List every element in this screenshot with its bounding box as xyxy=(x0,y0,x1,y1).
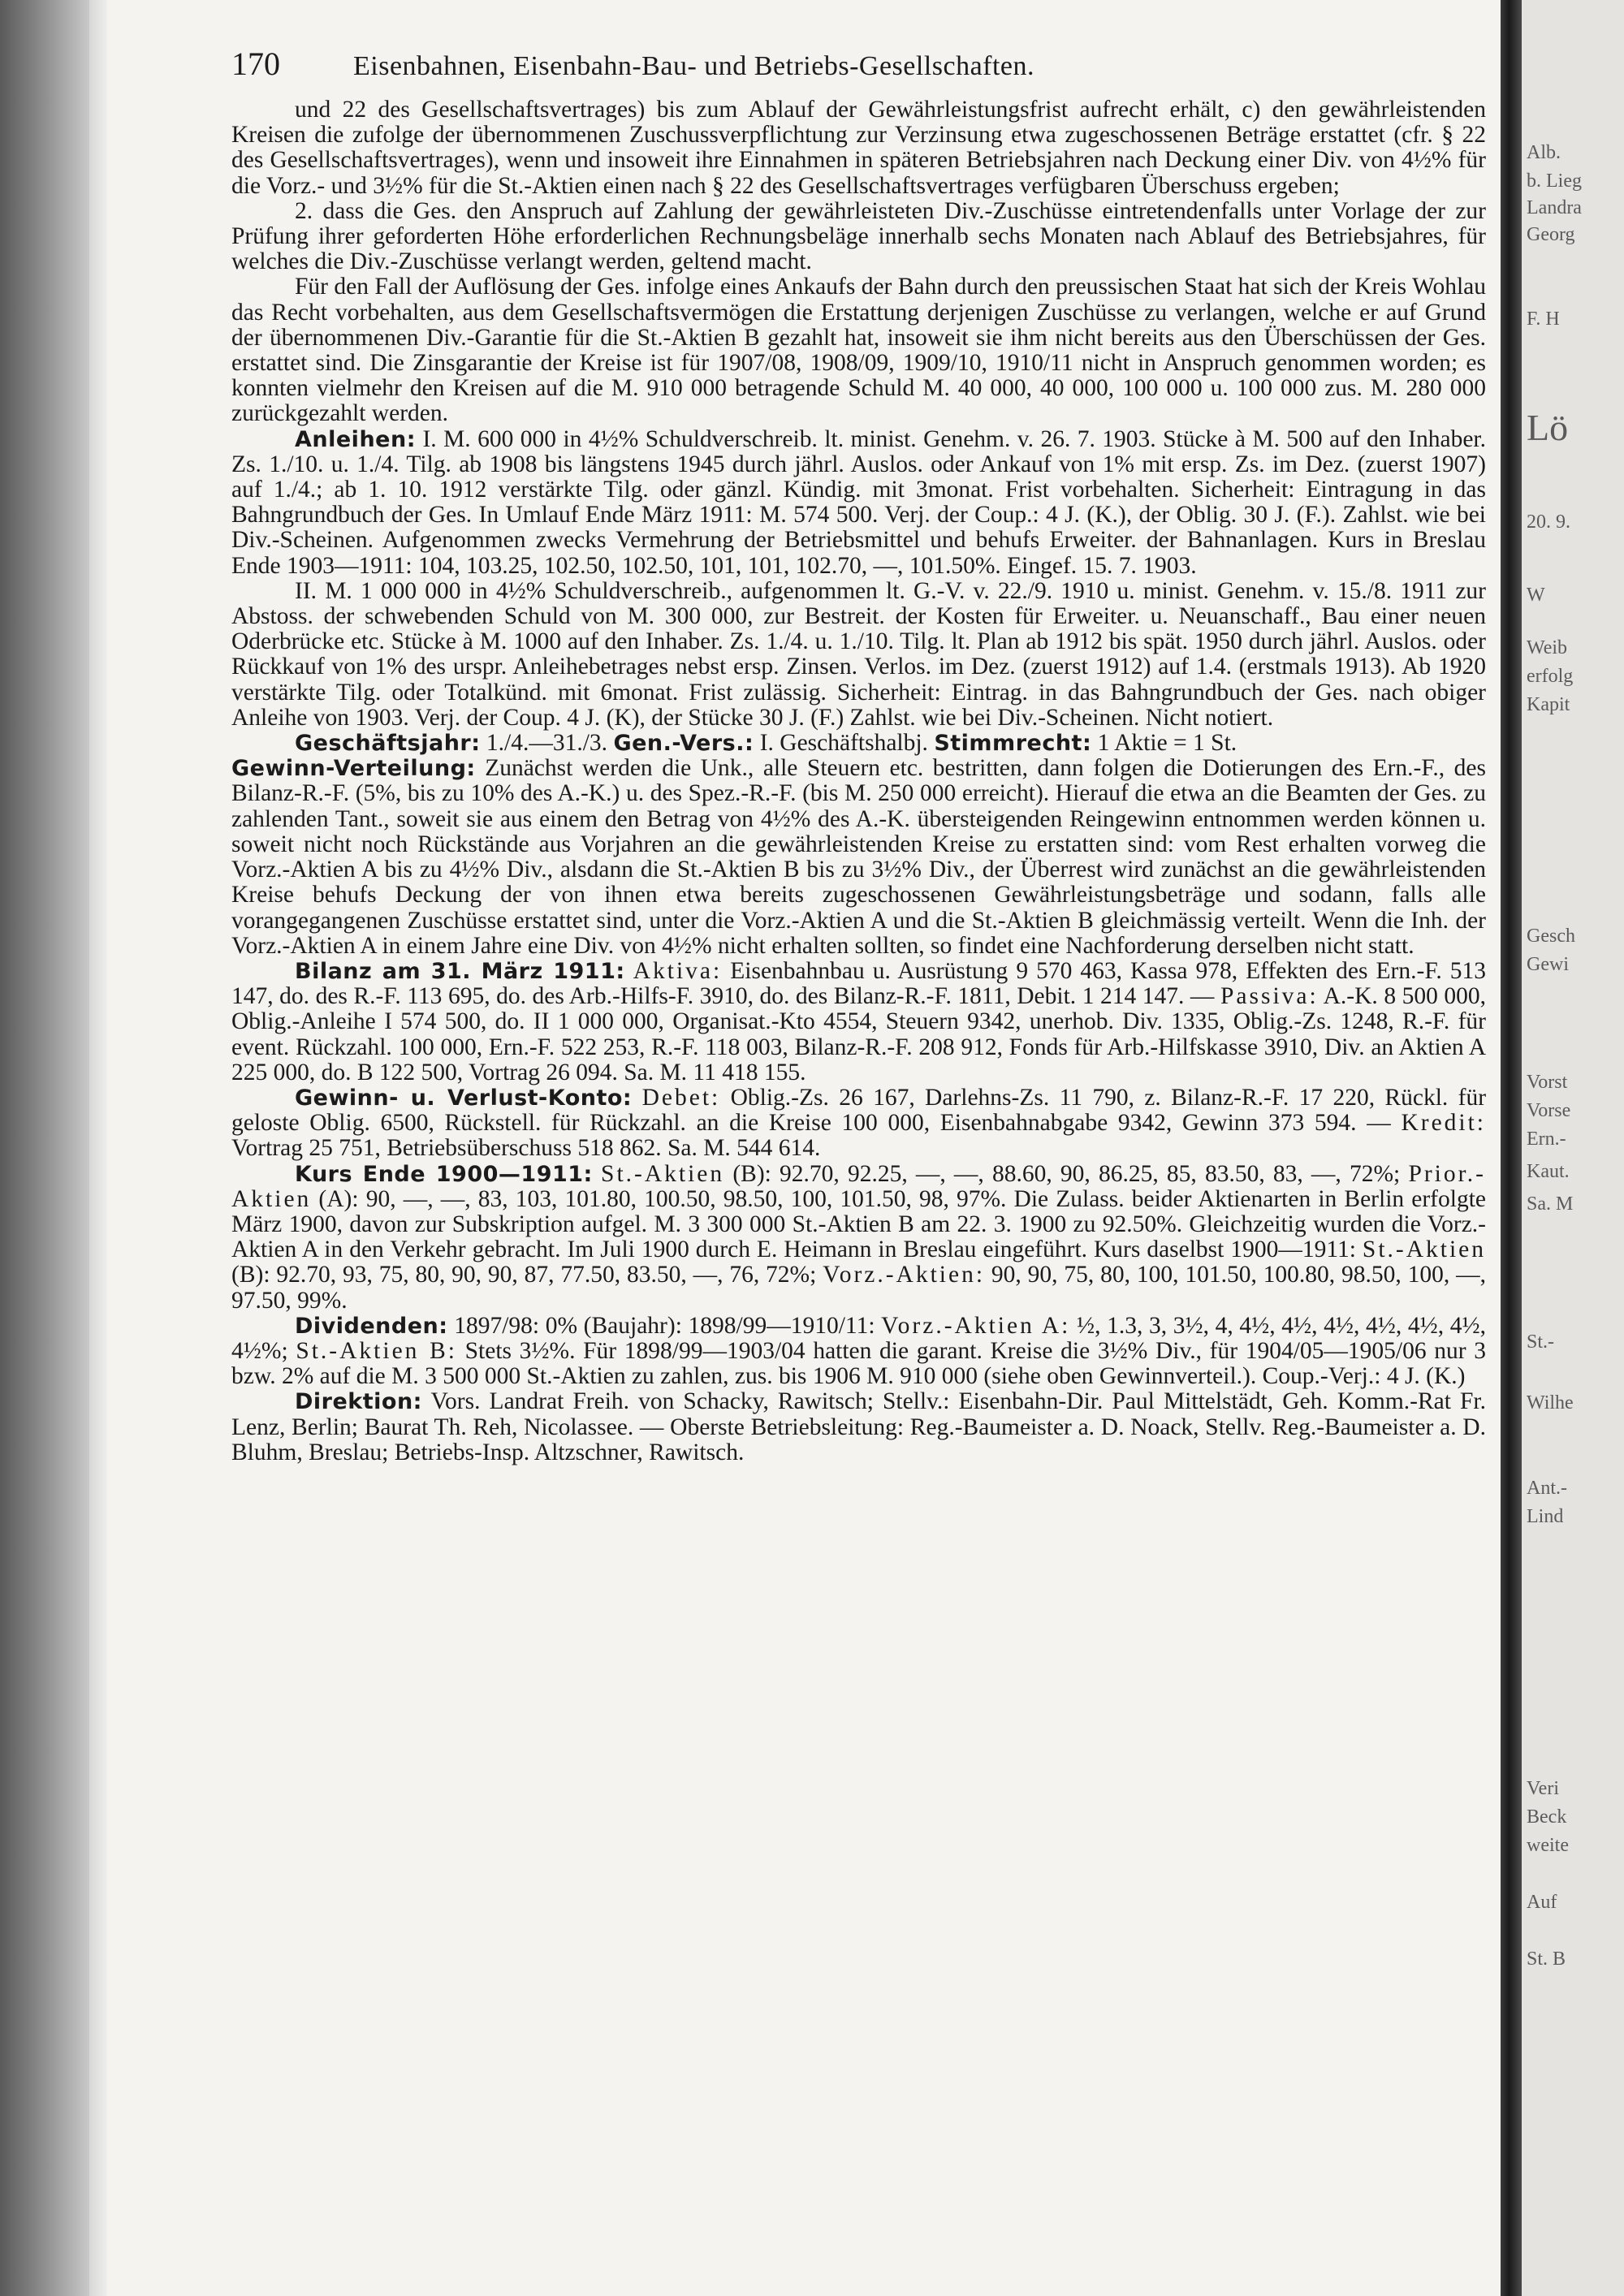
section-text: (B): 92.70, 92.25, —, —, 88.60, 90, 86.25, 85, 83.50, 83, —, 72%; xyxy=(732,1160,1401,1187)
subsection-label: Passiva: xyxy=(1220,983,1319,1010)
section-text: I. M. 600 000 in 4½% Schuldverschreib. lt. minist. Genehm. v. 26. 7. 1903. Stücke à M. 500 auf den Inhaber. Zs. 1./10. u. 1./4. Tilg. ab 1908 bis längstens 1945 durch jährl. Auslos. oder Ankauf von 1% mit ersp. Zs. im Dez. (zuerst 1907) auf 1./4.; ab 1. 10. 1912 verstärkte Tilg. oder gänzl. Kündig. mit 3monat. Frist vorbehalten. Sicherheit: Eintragung in das Bahngrundbuch der Ges. In Umlauf Ende März 1911: M. 574 500. Verj. der Coup.: 4 J. (K.), der Oblig. 30 J. (F.). Zahlst. wie bei Div.-Scheinen. Aufgenommen zwecks Vermehrung der Betriebsmittel und behufs Erweiter. der Bahnanlagen. Kurs in Breslau Ende 1903—1911: 104, 103.25, 102.50, 102.50, 101, 101, 102.70, —, 101.50%. Eingef. 15. 7. 1903. xyxy=(231,425,1487,579)
section-text: Vors. Landrat Freih. von Schacky, Rawitsch; Stellv.: Eisenbahn-Dir. Paul Mittelstädt, Geh. Komm.-Rat Fr. Lenz, Berlin; Baurat Th. Reh, Nicolassee. — Oberste Betriebsleitung: Reg.-Baumeister a. D. Noack, Stellv. Reg.-Baumeister a. D. Bluhm, Breslau; Betriebs-Insp. Altzschner, Rawitsch. xyxy=(231,1388,1487,1465)
section-text: 90, 90, 75, 80, 100, 101.50, 100.80, 98.50, 100, —, 97.50, 99%. xyxy=(231,1262,1486,1314)
subsection-label: Vorz.-Aktien A: xyxy=(881,1312,1071,1339)
subsection-label: Prior.-Aktien xyxy=(231,1160,1487,1212)
paragraph: II. M. 1 000 000 in 4½% Schuldverschreib., aufgenommen lt. G.-V. v. 22./9. 1910 u. minist. Genehm. v. 15./8. 1911 zur Abstoss. der schwebenden Schuld von M. 300 000, zur Bestreit. der Kosten für Erweiter. u. Neuanschaff., Bau einer neuen Oderbrücke etc. Stücke à M. 1000 auf den Inhaber. Zs. 1./4. u. 1./10. Tilg. lt. Plan ab 1912 bis spät. 1950 durch jährl. Auslos. oder Rückkauf von 1% des urspr. Anleihebetrages nebst ersp. Zinsen. Verlos. im Dez. (zuerst 1912) auf 1.4. (erstmals 1913). Ab 1920 verstärkte Tilg. oder Totalkünd. mit 6monat. Frist zulässig. Sicherheit: Eintrag. in das Bahngrundbuch der Ges. nach obiger Anleihe von 1903. Verj. der Coup. 4 J. (K), der Stücke 30 J. (F.) Zahlst. wie bei Div.-Scheinen. Nicht notiert. xyxy=(231,577,1486,731)
left-page-shadow xyxy=(0,0,89,2296)
running-head: Eisenbahnen, Eisenbahn-Bau- und Betriebs-Gesellschaften. xyxy=(353,51,1035,81)
document-page xyxy=(231,45,1486,1465)
adjacent-page-text: erfolg xyxy=(1527,666,1574,687)
adjacent-page-strip xyxy=(1522,0,1624,2296)
adjacent-page-text: Wilhe xyxy=(1527,1392,1574,1413)
adjacent-page-text: Alb. xyxy=(1527,142,1561,163)
adjacent-page-text: Beck xyxy=(1527,1806,1567,1828)
adjacent-page-text: Lö xyxy=(1527,407,1569,448)
adjacent-page-text: weite xyxy=(1527,1835,1569,1856)
subsection-label: Aktiva: xyxy=(633,957,723,984)
adjacent-page-text: Ern.- xyxy=(1527,1129,1566,1150)
section-text: (B): 92.70, 93, 75, 80, 90, 90, 87, 77.50, 83.50, —, 76, 72%; xyxy=(231,1262,817,1288)
subsection-label: Debet: xyxy=(641,1084,721,1111)
section-dividenden xyxy=(231,1314,1486,1390)
section-label: Gewinn- u. Verlust-Konto: xyxy=(295,1085,633,1111)
adjacent-page-text: Vorst xyxy=(1527,1072,1568,1093)
section-label: Stimmrecht: xyxy=(934,731,1092,757)
section-label: Direktion: xyxy=(295,1389,422,1415)
adjacent-page-text: Kapit xyxy=(1527,694,1570,715)
section-label: Gen.-Vers.: xyxy=(613,731,754,757)
subsection-label: St.-Aktien xyxy=(1362,1236,1487,1263)
adjacent-page-text: Georg xyxy=(1527,224,1575,245)
section-label: Anleihen: xyxy=(295,426,416,452)
section-text: ½, 1.3, 3, 3½, 4, 4½, 4½, 4½, 4½, 4½, 4½, 4½%; xyxy=(231,1312,1487,1364)
subsection-label: St.-Aktien xyxy=(601,1160,725,1187)
section-text: 1 Aktie = 1 St. xyxy=(1097,730,1237,757)
section-bilanz xyxy=(231,959,1486,1085)
subsection-label: Vorz.-Aktien: xyxy=(823,1262,986,1288)
section-text: Stets 3½%. Für 1898/99—1903/04 hatten die garant. Kreise die 3½% Div., für 1904/05—1905/06 nur 3 bzw. 2% auf die M. 3 500 000 St.-Aktien zu zahlen, zus. bis 1906 M. 910 000 (siehe oben Gewinnverteil.). Coup.-Verj.: 4 J. (K.) xyxy=(231,1337,1487,1390)
adjacent-page-text: St. B xyxy=(1527,1949,1566,1970)
section-text: I. Geschäftshalbj. xyxy=(759,730,928,757)
section-label: Gewinn-Verteilung: xyxy=(231,756,476,782)
adjacent-page-text: Kaut. xyxy=(1527,1161,1570,1182)
section-geschaeftsjahr xyxy=(231,731,1486,756)
section-text: 1897/98: 0% (Baujahr): 1898/99—1910/11: xyxy=(454,1312,875,1339)
section-kurs xyxy=(231,1162,1486,1314)
section-text: Oblig.-Zs. 26 167, Darlehns-Zs. 11 790, z. Bilanz-R.-F. 17 220, Rückl. für geloste Oblig. 6500, Rückstell. für Rückzahl. an die Kreise 100 000, Eisenbahnabgabe 9342, Gewinn 373 594. — xyxy=(231,1084,1487,1137)
adjacent-page-text: Gewi xyxy=(1527,954,1569,975)
section-text: 1./4.—31./3. xyxy=(486,730,608,757)
adjacent-page-text: Auf xyxy=(1527,1892,1557,1913)
adjacent-page-text: F. H xyxy=(1527,309,1560,330)
adjacent-page-text: Weib xyxy=(1527,637,1568,658)
adjacent-page-text: 20. 9. xyxy=(1527,511,1570,533)
adjacent-page-text: Gesch xyxy=(1527,926,1575,947)
adjacent-page-text: Landra xyxy=(1527,197,1582,218)
section-label: Geschäftsjahr: xyxy=(295,731,481,757)
page-number: 170 xyxy=(231,45,280,82)
section-text: A.-K. 8 500 000, Oblig.-Anleihe I 574 500, do. II 1 000 000, Organisat.-Kto 4554, Steuern 9342, unerhob. Div. 1335, Oblig.-Zs. 1248, R.-F. für event. Rückzahl. 100 000, Ern.-F. 522 253, R.-F. 118 003, Bilanz-R.-F. 208 912, Fonds für Arb.-Hilfskasse 3910, Div. an Aktien A 225 000, do. B 122 500, Vortrag 26 094. Sa. M. 11 418 155. xyxy=(231,983,1487,1085)
section-gewinn-verlust xyxy=(231,1085,1486,1162)
paragraph: Für den Fall der Auflösung der Ges. infolge eines Ankaufs der Bahn durch den preussischen Staat hat sich der Kreis Wohlau das Recht vorbehalten, aus dem Gesellschaftsvermögen die Erstattung derjenigen Zuschüsse zu verlangen, welche er auf Grund der übernommenen Div.-Garantie für die St.-Aktien B gezahlt hat, insoweit sie ihm nicht bereits aus den Überschüssen der Ges. erstattet sind. Die Zinsgarantie der Kreise ist für 1907/08, 1908/09, 1909/10, 1910/11 nicht in Anspruch genommen worden; es konnten vielmehr den Kreisen auf die M. 910 000 betragende Schuld M. 40 000, 40 000, 100 000 u. 100 000 zus. M. 280 000 zurückgezahlt werden. xyxy=(231,274,1486,427)
adjacent-page-text: Lind xyxy=(1527,1506,1564,1527)
adjacent-page-text: b. Lieg xyxy=(1527,170,1582,192)
adjacent-page-text: St.- xyxy=(1527,1331,1555,1353)
section-text: Zunächst werden die Unk., alle Steuern etc. bestritten, dann folgen die Dotierungen des Ern.-F., des Bilanz-R.-F. (5%, bis zu 10% des A.-K.) u. des Spez.-R.-F. (bis M. 250 000 erreicht). Hierauf die etwa an die Beamten der Ges. zu zahlenden Tant., soweit sie aus einem den Betrag von 4½% des A.-K. übersteigenden Reingewinn entnommen werden können u. soweit nicht noch Rückstände aus Vorjahren an die gewährleistenden Kreise zu erstatten sind: vom Rest erhalten vorweg die Vorz.-Aktien A bis zu 4½% Div., alsdann die St.-Aktien B bis zu 3½% Div., der Überrest wird zunächst an die gewährleistenden Kreise behufs Deckung der von ihnen etwa bereits zugeschossenen Gewährleistungsbeträge und sodann, falls alle vorangegangenen Zuschüsse erstattet sind, unter die Vorz.-Aktien A und die St.-Aktien B gleichmässig verteilt. Wenn die Inh. der Vorz.-Aktien A in einem Jahre eine Div. von 4½% nicht erhalten sollten, so findet eine Nachforderung derselben nicht statt. xyxy=(231,755,1486,959)
subsection-label: Kredit: xyxy=(1401,1110,1486,1137)
adjacent-page-text: Veri xyxy=(1527,1778,1559,1799)
section-label: Kurs Ende 1900—1911: xyxy=(295,1161,593,1187)
page-header xyxy=(231,45,1486,85)
adjacent-page-text: Sa. M xyxy=(1527,1193,1574,1215)
section-anleihen xyxy=(231,427,1486,579)
section-gewinn-verteilung xyxy=(231,756,1486,959)
section-text: Vortrag 25 751, Betriebsüberschuss 518 862. Sa. M. 544 614. xyxy=(231,1135,821,1162)
section-label: Bilanz am 31. März 1911: xyxy=(295,958,625,984)
adjacent-page-text: Vorse xyxy=(1527,1100,1571,1121)
adjacent-page-text: W xyxy=(1527,585,1545,606)
book-spine xyxy=(1501,0,1522,2296)
document-body xyxy=(231,97,1486,1465)
section-text: (A): 90, —, —, 83, 103, 101.80, 100.50, 98.50, 100, 101.50, 98, 97%. Die Zulass. beider Aktienarten in Berlin erfolgte März 1900, davon zur Subskription aufgel. M. 3 300 000 St.-Aktien B am 22. 3. 1900 zu 92.50%. Gleichzeitig wurden die Vorz.-Aktien A in den Verkehr gebracht. Im Juli 1900 durch E. Heimann in Breslau eingeführt. Kurs daselbst 1900—1911: xyxy=(231,1185,1486,1263)
page-gutter xyxy=(89,0,107,2296)
paragraph: und 22 des Gesellschaftsvertrages) bis zum Ablauf der Gewährleistungsfrist aufrecht erhält, c) den gewährleistenden Kreisen die zufolge der übernommenen Zuschussverpflichtung zur Verzinsung etwa zugeschossenen Beträge erstattet (cfr. § 22 des Gesellschaftsvertrages), wenn und insoweit ihre Einnahmen in späteren Betriebsjahren nach Deckung einer Div. von 4½% für die Vorz.- und 3½% für die St.-Aktien einen nach § 22 des Gesellschaftsvertrages verfügbaren Überschuss ergeben; xyxy=(231,97,1486,199)
subsection-label: St.-Aktien B: xyxy=(296,1337,457,1364)
section-direktion xyxy=(231,1389,1486,1465)
section-text: Eisenbahnbau u. Ausrüstung 9 570 463, Kassa 978, Effekten des Ern.-F. 513 147, do. des R.-F. 113 695, do. des Arb.-Hilfs-F. 3910, do. des Bilanz-R.-F. 1811, Debit. 1 214 147. — xyxy=(231,957,1487,1010)
adjacent-page-text: Ant.- xyxy=(1527,1478,1567,1499)
section-label: Dividenden: xyxy=(295,1313,448,1339)
paragraph: 2. dass die Ges. den Anspruch auf Zahlung der gewährleisteten Div.-Zuschüsse eintretendenfalls unter Vorlage der zur Prüfung ihrer geforderten Höhe erforderlichen Rechnungsbeläge innerhalb sechs Monaten nach Ablauf des Betriebsjahres, für welches die Div.-Zuschüsse verlangt werden, geltend macht. xyxy=(231,197,1486,275)
